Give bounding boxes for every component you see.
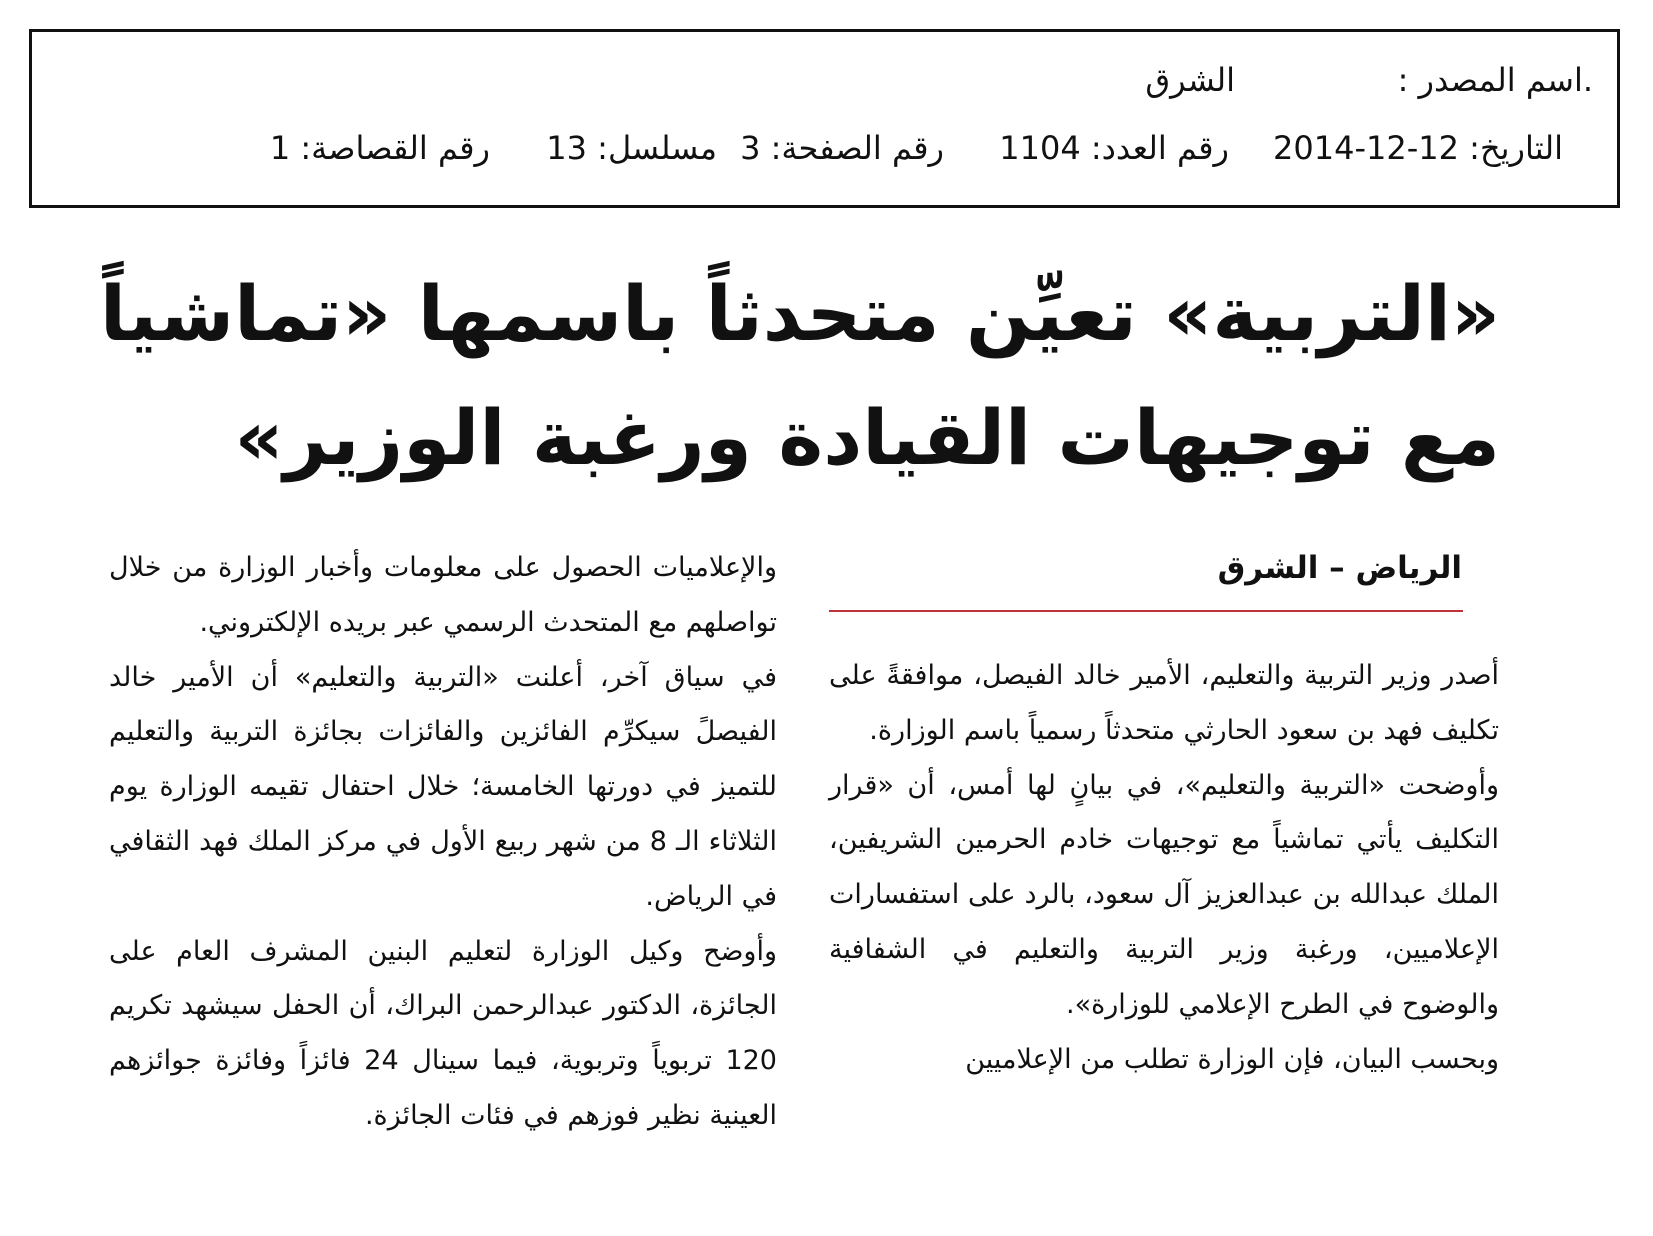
issue-number-field: رقم العدد: 1104 [999,129,1229,167]
headline-line-2: مع توجيهات القيادة ورغبة الوزير» [234,393,1500,482]
paragraph: أصدر وزير التربية والتعليم، الأمير خالد الفيصل، موافقةً على تكليف فهد بن سعود الحارثي متحدثاً رسمياً باسم الوزارة. [829,660,1499,746]
article-column-left [109,541,777,1144]
serial-number-field: مسلسل: 13 [546,129,717,167]
clip-number-field: رقم القصاصة: 1 [269,129,490,167]
page-number-field: رقم الصفحة: 3 [740,129,944,167]
source-name: الشرق [1145,61,1235,99]
paragraph: وبحسب البيان، فإن الوزارة تطلب من الإعلاميين [965,1043,1499,1075]
paragraph: وأوضحت «التربية والتعليم»، في بيانٍ لها أمس، أن «قرار التكليف يأتي تماشياً مع توجيهات خادم الحرمين الشريفين، الملك عبدالله بن عبدالعزيز آل سعود، بالرد على استفسارات الإعلاميين، ورغبة وزير التربية والتعليم في الشفافية والوضوح في الطرح الإعلامي للوزارة». [829,769,1499,1020]
paragraph: في سياق آخر، أعلنت «التربية والتعليم» أن الأمير خالد الفيصلً سيكرِّم الفائزين والفائزات بجائزة التربية والتعليم للتميز في دورتها الخامسة؛ خلال احتفال تقيمه الوزارة يوم الثلاثاء الـ 8 من شهر ربيع الأول في مركز الملك فهد الثقافي في الرياض. [109,661,777,912]
article-column-right [829,649,1499,1087]
clipping-metadata-box [29,29,1620,208]
paragraph: والإعلاميات الحصول على معلومات وأخبار الوزارة من خلال تواصلهم مع المتحدث الرسمي عبر بريده الإلكتروني. [109,552,777,638]
paragraph: وأوضح وكيل الوزارة لتعليم البنين المشرف العام على الجائزة، الدكتور عبدالرحمن البراك، أن الحفل سيشهد تكريم 120 تربوياً وتربوية، فيما سينال 24 فائزاً وفائزة جوائزهم العينية نظير فوزهم في فئات الجائزة. [109,935,777,1131]
article-dateline: الرياض – الشرق [1217,550,1462,586]
dateline-divider [829,610,1463,612]
source-label: .اسم المصدر : [1397,61,1593,99]
article-headline [90,252,1500,500]
headline-line-1: «التربية» تعيِّن متحدثاً باسمها «تماشياً [99,269,1500,358]
date-field: التاريخ: 12-12-2014 [1273,129,1563,167]
